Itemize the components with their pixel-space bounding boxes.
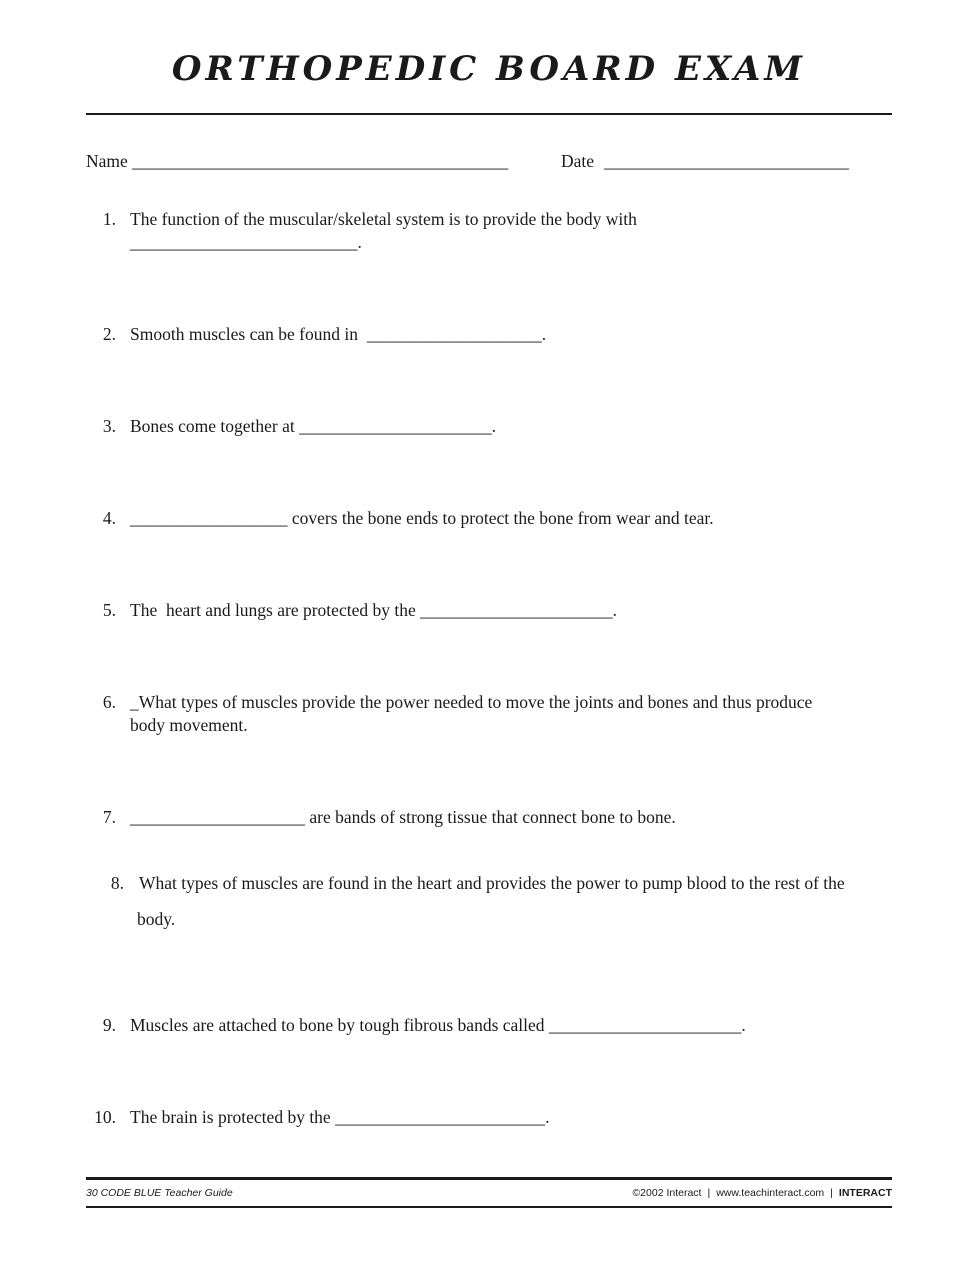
footer-credits xyxy=(632,1186,892,1200)
question-text: What types of muscles are found in the heart and provides the power to pump blood to the rest of the xyxy=(139,873,845,893)
footer-separator: | xyxy=(830,1187,833,1199)
name-label: Name xyxy=(86,151,128,171)
question-text-continued: body. xyxy=(137,909,176,929)
question-text-continued: body movement. xyxy=(130,715,248,735)
footer-url-link[interactable]: www.teachinteract.com xyxy=(716,1187,825,1199)
question-number: 9. xyxy=(102,1015,116,1035)
title-divider xyxy=(86,113,892,115)
page-title: ORTHOPEDIC BOARD EXAM xyxy=(171,49,807,89)
question-number: 1. xyxy=(102,209,116,229)
question-number: 5. xyxy=(102,600,116,620)
question-number: 6. xyxy=(102,692,116,712)
footer-copyright: ©2002 Interact xyxy=(632,1187,702,1199)
question-text: The heart and lungs are protected by the ______________________. xyxy=(130,600,617,620)
question-text: The brain is protected by the ________________________. xyxy=(130,1107,550,1127)
question-number: 4. xyxy=(102,508,116,528)
question-text: Muscles are attached to bone by tough fibrous bands called ______________________. xyxy=(130,1015,746,1035)
question-number: 2. xyxy=(102,324,116,344)
question-text: The function of the muscular/skeletal system is to provide the body with xyxy=(130,209,637,229)
question-text: _What types of muscles provide the power needed to move the joints and bones and thus produce xyxy=(130,692,813,712)
question-text: Bones come together at ______________________. xyxy=(130,416,496,436)
footer-brand: INTERACT xyxy=(838,1187,892,1199)
footer-page-label: 30 CODE BLUE Teacher Guide xyxy=(86,1187,233,1199)
question-text: __________________ covers the bone ends to protect the bone from wear and tear. xyxy=(130,508,714,528)
footer-top-divider xyxy=(86,1177,892,1180)
question-text: ____________________ are bands of strong tissue that connect bone to bone. xyxy=(130,807,676,827)
question-number: 3. xyxy=(102,416,116,436)
question-number: 10. xyxy=(94,1107,116,1127)
footer-bottom-divider xyxy=(86,1206,892,1208)
question-number: 7. xyxy=(102,807,116,827)
question-text: Smooth muscles can be found in ____________________. xyxy=(130,324,547,344)
date-field[interactable]: ____________________________ xyxy=(604,151,849,171)
name-field[interactable]: ___________________________________________ xyxy=(132,151,509,171)
date-label: Date xyxy=(561,151,595,171)
footer-separator: | xyxy=(707,1187,711,1199)
question-number: 8. xyxy=(110,873,124,893)
answer-blank[interactable]: __________________________. xyxy=(130,232,362,252)
